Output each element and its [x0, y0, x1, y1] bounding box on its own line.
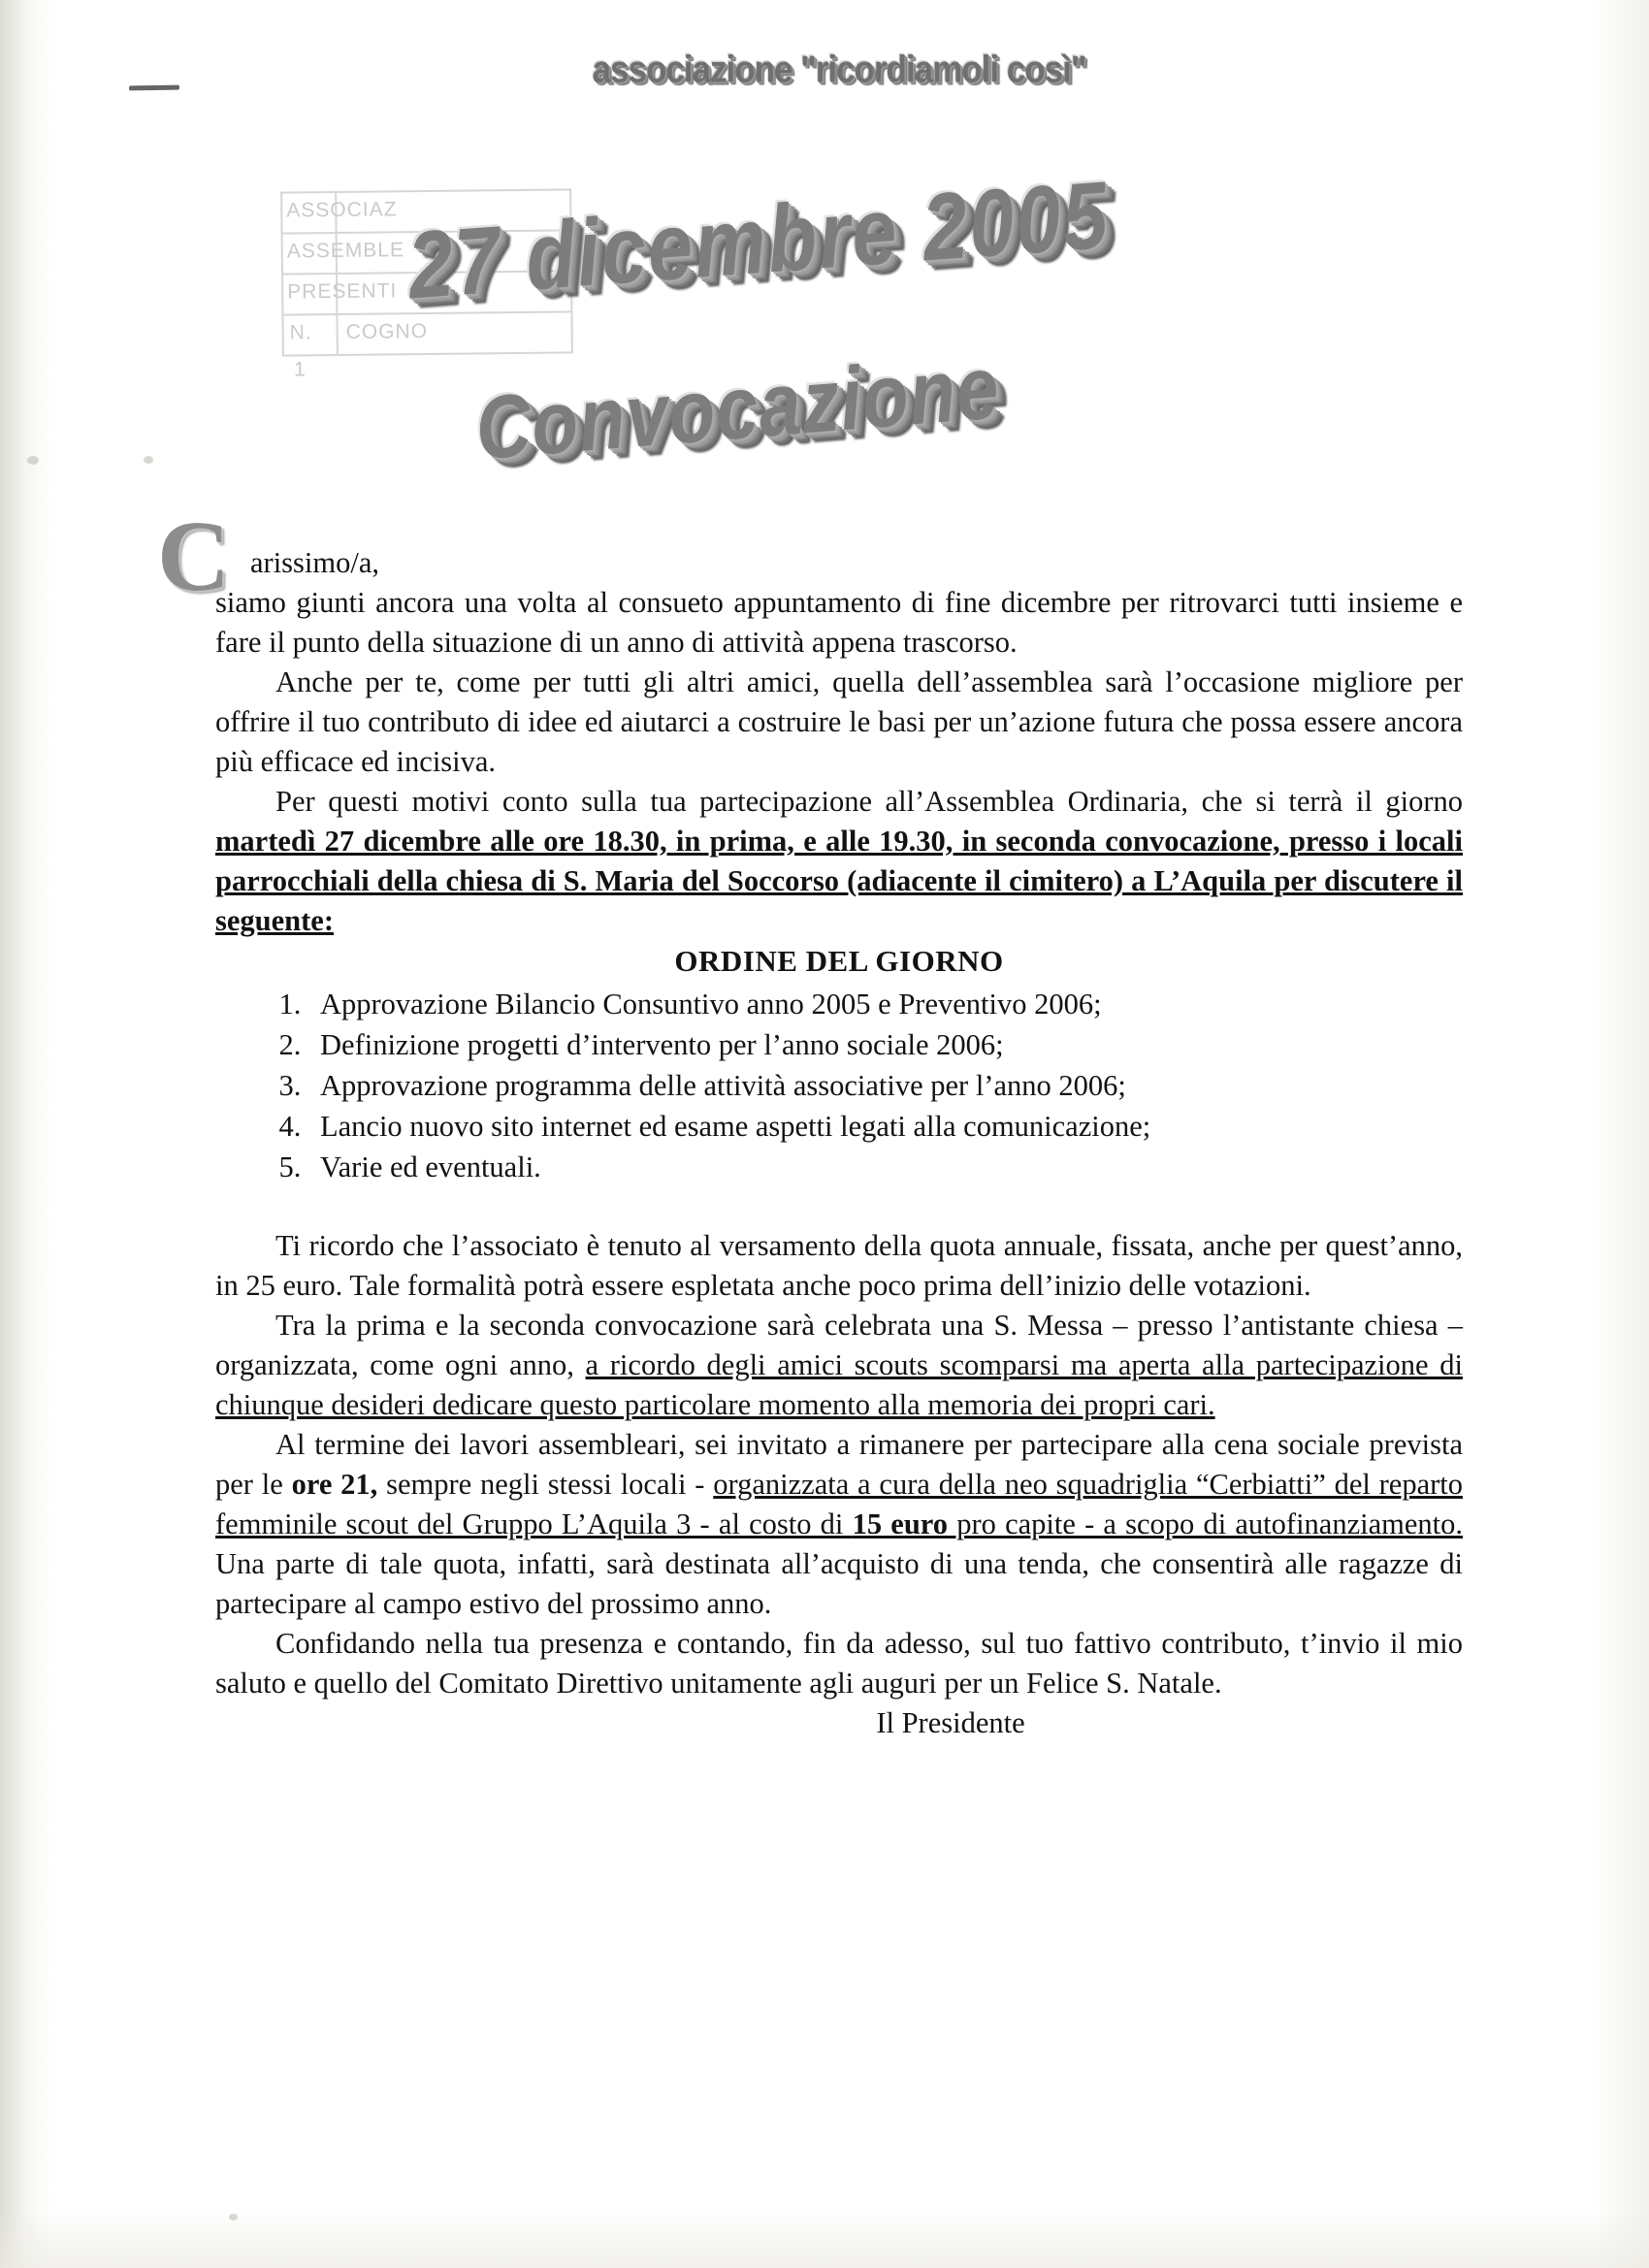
ghost-text-presenti: PRESENTI [287, 279, 398, 304]
ghost-text-cognome: COGNO [345, 319, 429, 343]
scan-edge-bottom [0, 2210, 1649, 2268]
paragraph-3 [215, 782, 1463, 941]
paragraph-6 [215, 1425, 1463, 1624]
wordart-date: 27 dicembre 2005 [404, 161, 1114, 319]
scan-speck [144, 456, 153, 464]
paragraph-2: Anche per te, come per tutti gli altri amici, quella dell’assemblea sarà l’occasione migliore per offrire il tuo contributo di idee ed aiutarci a costruire le basi per un’azione futura che possa essere ancora più efficace ed incisiva. [215, 665, 1463, 779]
agenda-item: 3. Approvazione programma delle attività associative per l’anno 2006; [308, 1065, 1463, 1106]
agenda-item: 1. Approvazione Bilancio Consuntivo anno 2005 e Preventivo 2006; [308, 984, 1463, 1024]
salutation: arissimo/a, [250, 546, 379, 579]
paragraph-6-underlined-1: organizzata a cura della neo squadriglia “Cerbiatti” del reparto femminile scout del Gruppo L’Aquila 3 - al costo di [215, 1468, 1464, 1541]
wordart-subject: Convocazione [471, 336, 1003, 479]
dinner-time: ore 21, [291, 1468, 378, 1502]
paragraph-6-mid: sempre negli stessi locali - [377, 1468, 714, 1502]
association-title: associazione "ricordiamoli così" [592, 48, 1086, 91]
ghost-text-n: N. [289, 321, 312, 344]
ghost-text-assoc: ASSOCIAZ [286, 198, 398, 222]
scan-speck [229, 2214, 238, 2220]
paragraph-3-lead: Per questi motivi conto sulla tua partecipazione all’Assemblea Ordinaria, che si terrà il giorno [275, 785, 1463, 819]
paragraph-4: Ti ricordo che l’associato è tenuto al versamento della quota annuale, fissata, anche per quest’anno, in 25 euro. Tale formalità potrà essere espletata anche poco prima dell’inizio delle votazioni. [215, 1229, 1463, 1303]
corner-dash-mark [129, 85, 179, 91]
agenda-item: 2. Definizione progetti d’intervento per l’anno sociale 2006; [308, 1024, 1463, 1065]
ghost-text-assemblea: ASSEMBLE [286, 239, 405, 263]
scan-edge-left [0, 0, 37, 2268]
dinner-cost: 15 euro [852, 1507, 949, 1541]
signature-line: Il Presidente [876, 1706, 1025, 1740]
paragraph-6-underlined-2: pro capite - a scopo di autofinanziamento. [948, 1507, 1463, 1541]
drop-cap: C [157, 501, 231, 612]
letter-body [157, 501, 1464, 1743]
agenda-item: 5. Varie ed eventuali. [308, 1147, 1463, 1187]
paragraph-1: siamo giunti ancora una volta al consueto appuntamento di fine dicembre per ritrovarci tutti insieme e fare il punto della situazione di un anno di attività appena trascorso. [215, 586, 1463, 660]
agenda-title: ORDINE DEL GIORNO [674, 944, 1004, 979]
paragraph-5-underlined: a ricordo degli amici scouts scomparsi ma aperta alla partecipazione di chiunque desideri dedicare questo particolare momento alla memoria dei propri cari. [215, 1348, 1463, 1422]
ghost-text-row1: 1 [293, 358, 307, 381]
paragraph-5 [215, 1306, 1463, 1425]
meeting-details: martedì 27 dicembre alle ore 18.30, in prima, e alle 19.30, in seconda convocazione, presso i locali parrocchiali della chiesa di S. Maria del Soccorso (adiacente il cimitero) a L’Aquila per discutere il seguente: [215, 825, 1463, 938]
agenda-list [215, 984, 1463, 1187]
paragraph-7: Confidando nella tua presenza e contando, fin da adesso, sul tuo fattivo contributo, t’invio il mio saluto e quello del Comitato Direttivo unitamente agli auguri per un Felice S. Natale. [215, 1627, 1463, 1701]
spacer [215, 1187, 1463, 1226]
handwritten-scribble [1069, 351, 1327, 444]
paragraph-6-tail: Una parte di tale quota, infatti, sarà destinata all’acquisto di una tenda, che consentirà alle ragazze di partecipare al campo estivo del prossimo anno. [215, 1547, 1463, 1621]
paragraph-5-lead: Tra la prima e la seconda convocazione sarà celebrata una S. Messa – presso l’antistante chiesa – organizzata, come ogni anno, [215, 1309, 1463, 1382]
scan-speck [27, 456, 39, 465]
paragraph-6-lead: Al termine dei lavori assembleari, sei invitato a rimanere per partecipare alla cena sociale prevista per le [215, 1428, 1463, 1502]
agenda-item: 4. Lancio nuovo sito internet ed esame aspetti legati alla comunicazione; [308, 1106, 1463, 1147]
